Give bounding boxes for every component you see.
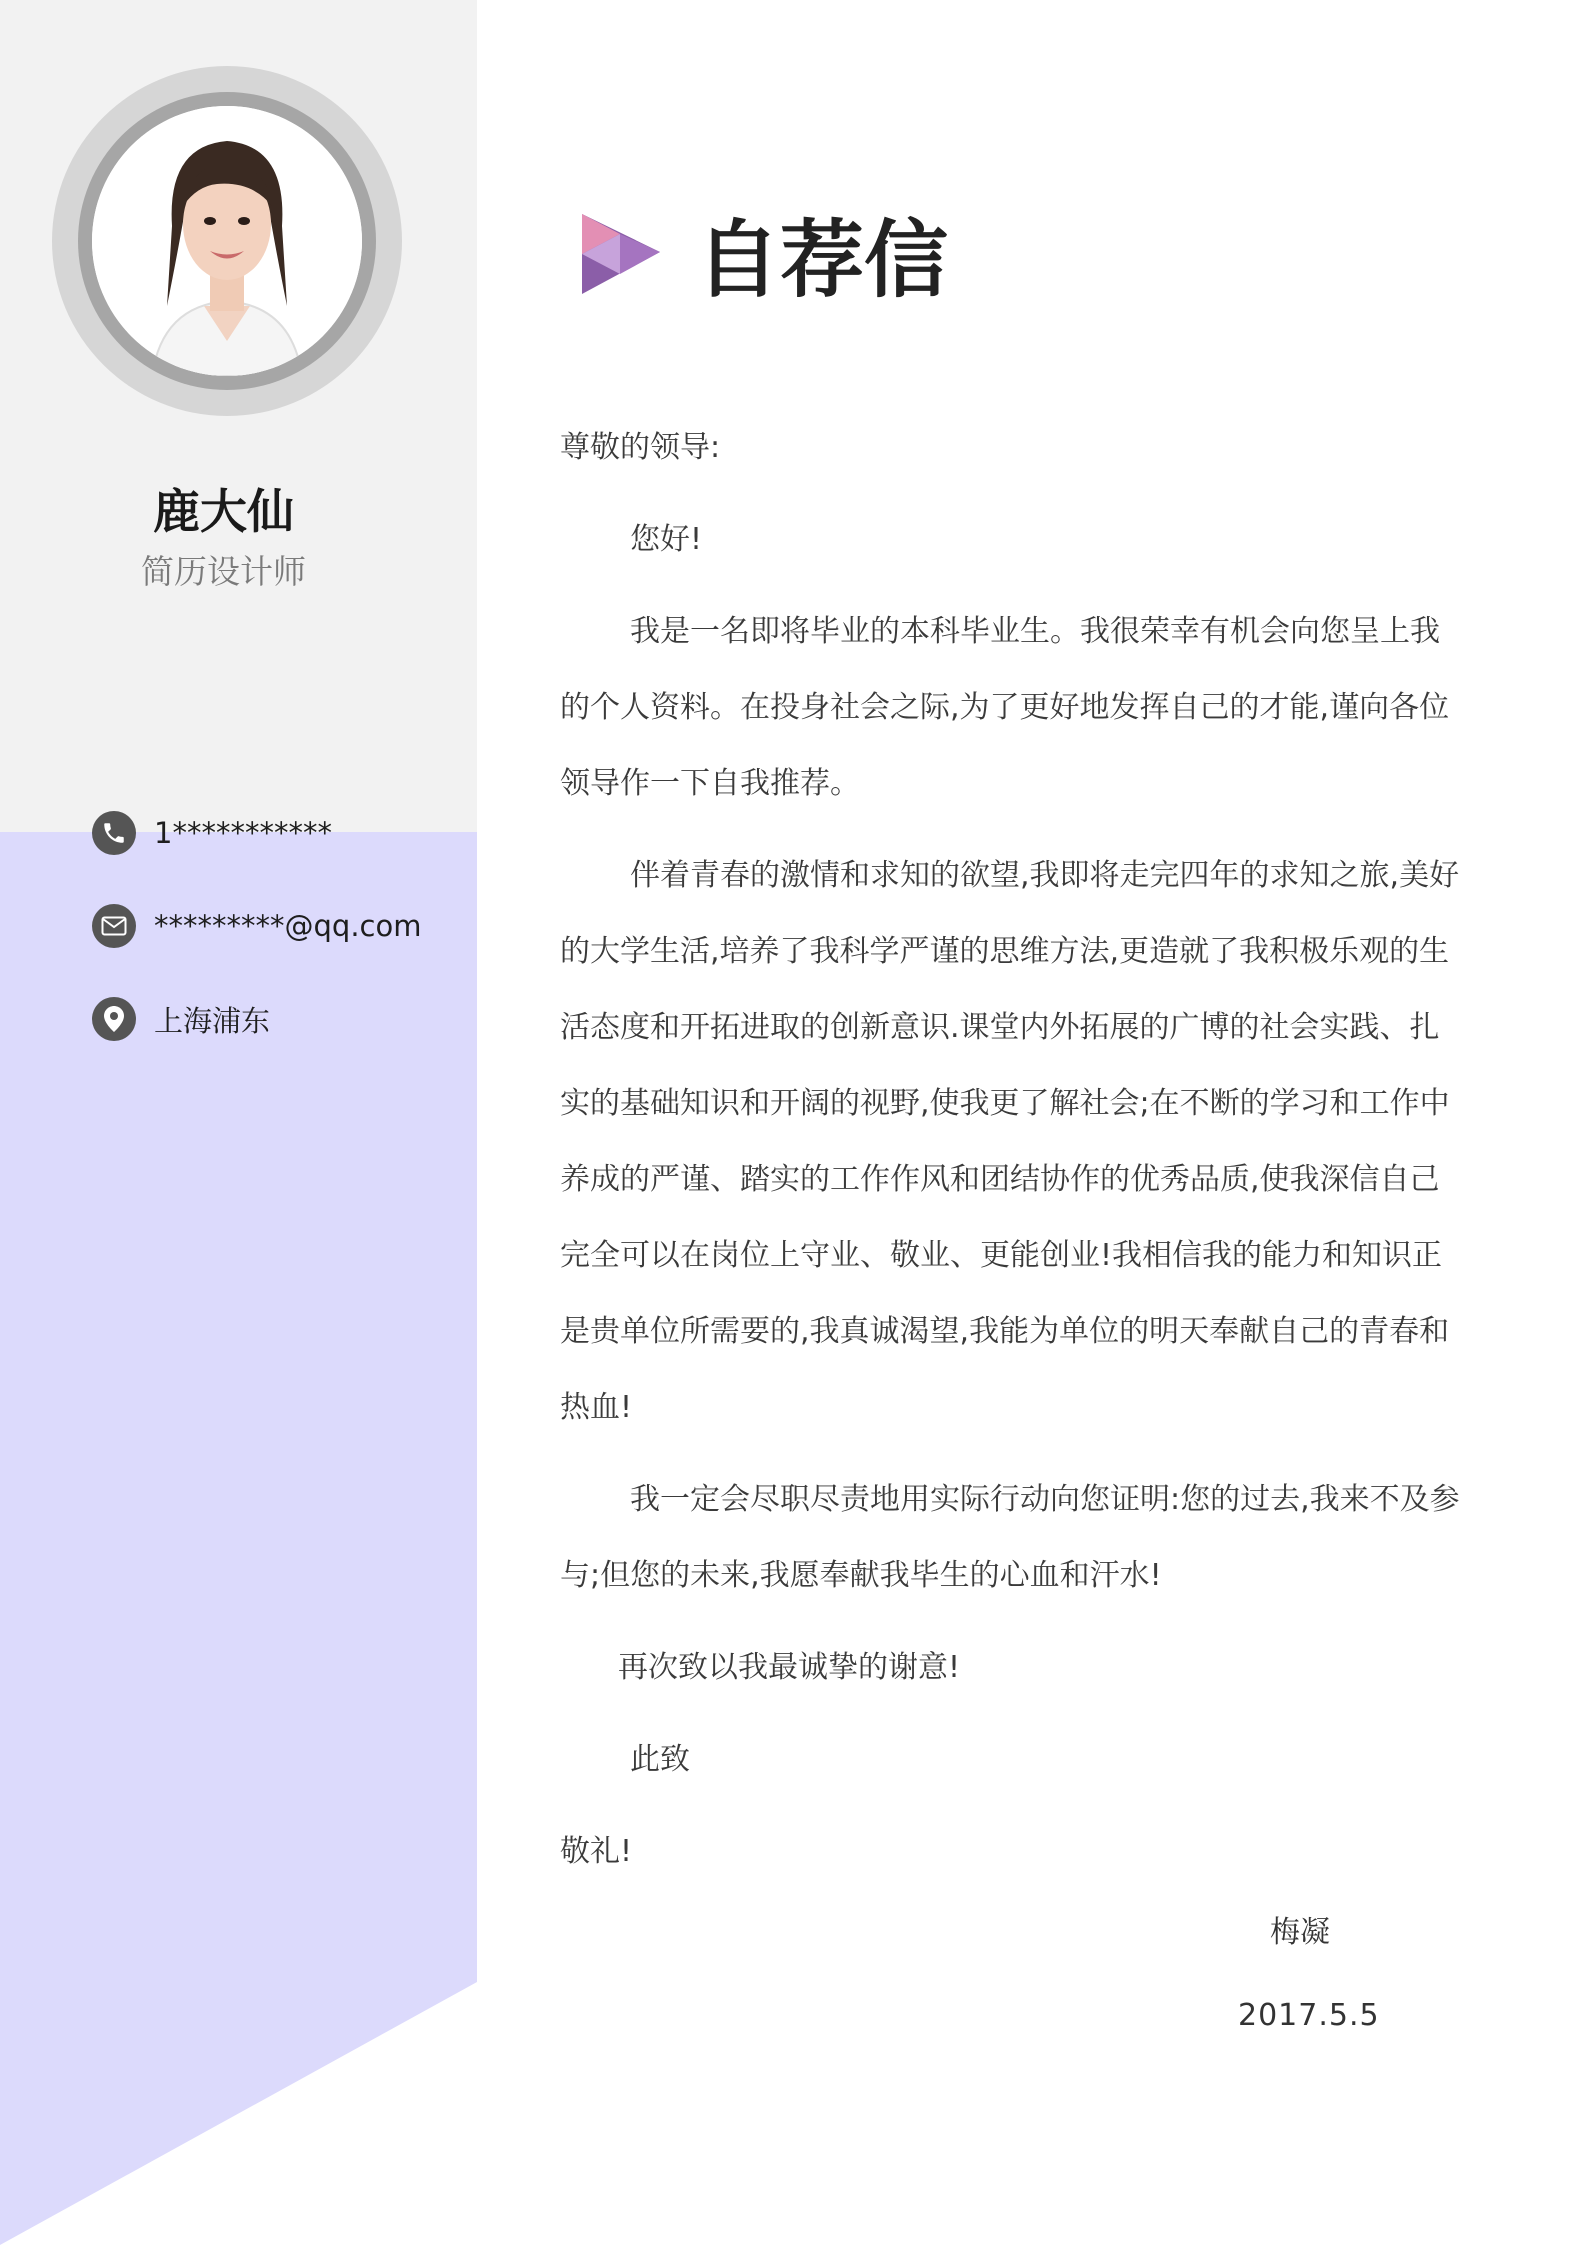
- phone-number: 1***********: [154, 816, 332, 850]
- letter-paragraph-2: 伴着青春的激情和求知的欲望,我即将走完四年的求知之旅,美好的大学生活,培养了我科学严谨的思维方法,更造就了我积极乐观的生活态度和开拓进取的创新意识.课堂内外拓展的广博的社会实践、扎实的基础知识和开阔的视野,使我更了解社会;在不断的学习和工作中养成的严谨、踏实的工作作风和团结协作的优秀品质,使我深信自己完全可以在岗位上守业、敬业、更能创业!我相信我的能力和知识正是贵单位所需要的,我真诚渴望,我能为单位的明天奉献自己的青春和热血!: [560, 858, 1460, 1425]
- letter-body: [560, 410, 1460, 1890]
- contact-email: [92, 903, 421, 949]
- letter-title: 自荐信: [696, 211, 949, 309]
- contact-location: [92, 996, 270, 1042]
- contact-phone: [92, 810, 332, 856]
- profile-job-title: 简历设计师: [141, 552, 306, 591]
- location-text: 上海浦东: [154, 1003, 271, 1038]
- email-address: *********@qq.com: [154, 909, 422, 943]
- letter-closing: 此致: [630, 1742, 690, 1777]
- phone-icon: [92, 811, 136, 855]
- sidebar-contact-panel: [0, 832, 477, 2245]
- letter-date: 2017.5.5: [1238, 1998, 1380, 2033]
- letter-paragraph-1: 我是一名即将毕业的本科毕业生。我很荣幸有机会向您呈上我的个人资料。在投身社会之际,为了更好地发挥自己的才能,谨向各位领导作一下自我推荐。: [560, 614, 1450, 801]
- profile-name: 鹿大仙: [153, 485, 294, 540]
- location-pin-icon: [92, 997, 136, 1041]
- letter-signature: 梅凝: [1270, 1915, 1330, 1950]
- letter-paragraph-3: 我一定会尽职尽责地用实际行动向您证明:您的过去,我来不及参与;但您的未来,我愿奉献我毕生的心血和汗水!: [560, 1482, 1460, 1593]
- letter-regards: 敬礼!: [560, 1834, 633, 1869]
- letter-greeting: 您好!: [630, 522, 703, 557]
- letter-thanks: 再次致以我最诚挚的谢意!: [618, 1650, 961, 1685]
- mail-icon: [92, 904, 136, 948]
- letter-salutation: 尊敬的领导:: [560, 430, 721, 465]
- avatar: [92, 106, 362, 376]
- triangle-logo-icon: [578, 212, 664, 296]
